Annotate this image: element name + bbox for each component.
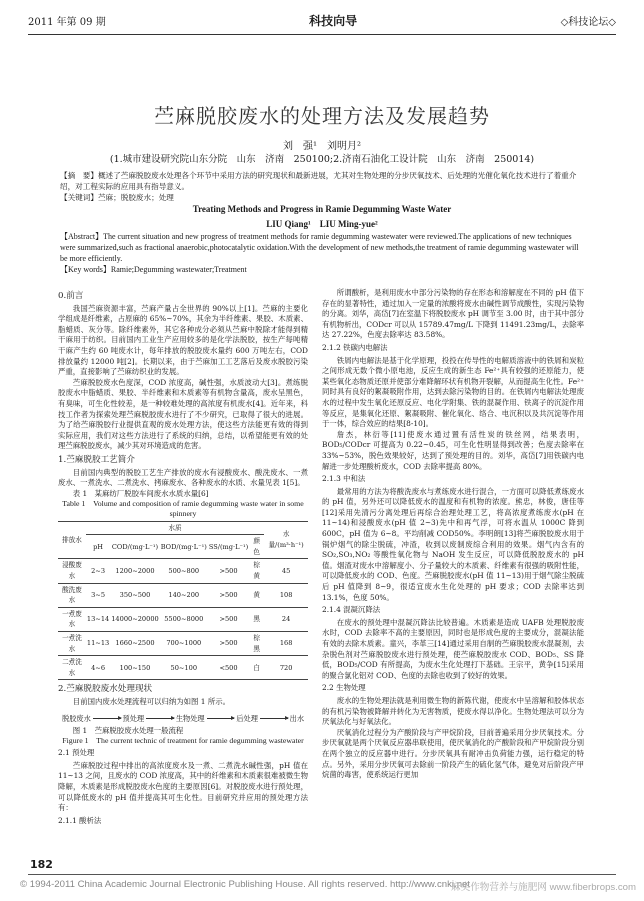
paragraph: 最常用的方法为将酸洗废水与煮练废水进行混合，一方面可以降低煮练废水的 pH 值，另外还可以降低废水的温度和有机物的浓度。熊忠，林俊，唐佳等[12]采用先清污分离处理后再综合治理处理工艺，将高浓度煮练废水(pH 在 11~14)和浸酸废水(pH 值 2~3)先中和再气浮，可将水温从 1000C 降到 600C，pH 值为 6~8。平均削减 COD50%。李明朗[13]将苎麻脱胶废水用于锅炉烟气的除尘脱硫，冲渣，收到以废制废综合利用的效果。烟气内含有的 SO₂,SO₃,NO₂ 等酸性氧化物与 NaOH 发生反应，可以降低脱胶废水的 pH 值。烟渣对废水中溶解度小、分子量较大的木质素、纤维素有很强的吸附性能，可以降低废水的 COD、色度。苎麻脱胶废水(pH 值 11~13)用于烟气除尘脱硫后 pH 值降到 8~9，很适宜废水生化处理的 pH 要求；COD 去除率达到 13.1%，色度 50%。: [322, 486, 584, 602]
table-cell: 14000~20000: [110, 607, 159, 631]
table-header: 颜色: [249, 535, 264, 559]
issue-label: 2011 年第 09 期: [28, 16, 106, 28]
paragraph: 铁屑内电解法是基于化学原理，投投在传导性的电解质溶液中的铁屑和炭粒之间形成无数个微小原电池，反应生成的新生态 Fe²⁺具有较强的还原能力，使某些氧化态物质还原并使部分难降解环状有机物开裂解，从而提高生化性。Fe²⁺同时具有良好的絮凝吸附作用，达到去除污染物的目的。在铁屑内电解法处理废水的过程中发生氧化还原反应、电化学附集、铁的混凝作用、铁离子的沉淀作用等反应，是集氧化还原、絮凝吸附、催化氧化、络合、电沉积以及共沉淀等作用于一体，综合效应的结果[8-10]。: [322, 355, 584, 429]
table-cell: 1200~2000: [110, 559, 159, 583]
right-column: [322, 288, 584, 781]
table-cell: 3~5: [86, 583, 110, 607]
table-header-group: 水质: [86, 521, 264, 535]
table-cell: 黄: [249, 583, 264, 607]
flow-arrow: [260, 718, 288, 719]
table-cell: >500: [208, 583, 249, 607]
figure-caption-en: Figure 1 The current technic of treatment for ramie degumming wastewater: [62, 736, 304, 746]
affiliation: (1.城市建设研究院山东分院 山东 济南 250100;2.济南石油化工设计院 山东 济南 250014): [109, 154, 535, 165]
subsection-heading: 2.2 生物处理: [322, 683, 366, 693]
table-row: [58, 583, 308, 607]
table-cell: 350~500: [110, 583, 159, 607]
keywords-cn: 【关键词】苎麻；脱胶废水；处理: [60, 193, 174, 202]
authors: 刘 强¹ 刘明月²: [282, 141, 362, 152]
flow-step: 预处理: [122, 713, 145, 723]
table-cell: 黑: [249, 607, 264, 631]
paragraph: 目前国内废水处理流程可以归纳为如图 1 所示。: [72, 697, 231, 706]
table-cell: >500: [208, 607, 249, 631]
paragraph: 詹杰，林衍等[11]使废水通过置有活性炭的铁丝网，结果表明，BOD₅/CODcr 可提高为 0.22~0.45，可生化性明显得到改善；色度去除率在 33%~53%，脱色效果较好，达到了预处理的目的。刘华，高岱[7]用铁碳内电解进一步处理酸析废水，COD 去除率提高 80%。: [322, 429, 584, 471]
abstract-cn-text: 【摘 要】概述了苎麻脱胶废水处理各个环节中采用方法的研究现状和最新进展，尤其对生物处理的分步厌氧技术、后处理的光催化氧化技术进行了着重介绍，对工程实际的应用具有指导意义。: [60, 171, 577, 191]
abstract-cn: [60, 170, 584, 203]
subsection-heading: 2.1 预处理: [58, 748, 95, 758]
table-row: [58, 632, 308, 656]
table-cell: 白: [249, 656, 264, 680]
flow-arrow: [207, 718, 235, 719]
english-authors: LIU Qiang¹ LIU Ming-yue²: [266, 219, 378, 229]
table-cell: 168: [264, 632, 308, 656]
table-cell: 5500~8000: [160, 607, 208, 631]
running-header: [28, 8, 616, 32]
page-number: 182: [30, 858, 53, 871]
copyright-footer: © 1994-2011 China Academic Journal Electronic Publishing House. All rights reserved. http://www.cnki.net: [20, 879, 471, 890]
table-caption: 表 1 某麻纺厂脱胶车间废水水质水量[6]: [72, 488, 209, 498]
table-cell: 140~200: [160, 583, 208, 607]
table-cell: 500~800: [160, 559, 208, 583]
table-row: [58, 656, 308, 680]
wastewater-table: [58, 521, 308, 681]
column-label: ◇科技论坛◇: [560, 16, 616, 28]
table-cell: 45: [264, 559, 308, 583]
table-cell: <500: [208, 656, 249, 680]
table-cell: 浸酸废水: [58, 559, 86, 583]
table-header: SS/(mg·L⁻¹): [208, 535, 249, 559]
section-heading: 1.苎麻脱胶工艺简介: [58, 454, 135, 465]
paragraph: 厌氧消化过程分为产酸阶段与产甲烷阶段，目前普遍采用分步厌氧技术。分步厌氧就是两个厌氧反应器串联使用，使厌氧消化的产酸阶段和产甲烷阶段分别在两个独立的反应器中进行。分步厌氧具有耐冲击负荷能力强，运行稳定的特点。另外，采用分步厌氧可去除前一阶段产生的硫化氢气体，避免对后阶段产甲烷菌的毒害，使系统运行更加: [322, 727, 584, 780]
table-cell: >500: [208, 559, 249, 583]
table-cell: 棕黑: [249, 632, 264, 656]
table-cell: 24: [264, 607, 308, 631]
section-heading: 2.苎麻脱胶废水处理现状: [58, 684, 153, 695]
table-header: BOD/(mg·L⁻¹): [160, 535, 208, 559]
table-cell: >500: [208, 632, 249, 656]
flow-step: 生物处理: [175, 713, 205, 723]
table-header: 排放水: [58, 521, 86, 559]
table-cell: 一煮洗水: [58, 632, 86, 656]
table-cell: 二煮洗水: [58, 656, 86, 680]
table-row: [58, 607, 308, 631]
subsection-heading: 2.1.3 中和法: [322, 474, 366, 484]
table-header: pH: [86, 535, 110, 559]
figure-caption: 图 1 苎麻脱胶废水处理一般流程: [72, 726, 184, 736]
left-column: [58, 288, 308, 828]
process-flow: [62, 714, 304, 725]
paragraph: 目前国内典型的脱胶工艺生产排放的废水有浸酸废水、酸洗废水、一煮废水、一煮洗水、二煮洗水、拷麻废水、各种废水的水质、水量见表 1[5]。: [58, 467, 308, 488]
subsection-heading: 2.1.4 混凝沉降法: [322, 605, 381, 615]
abstract-en: [60, 231, 584, 275]
table-cell: 一煮废水: [58, 607, 86, 631]
table-cell: 13~14: [86, 607, 110, 631]
table-cell: 720: [264, 656, 308, 680]
paragraph: 废水的生物处理法就是利用微生物的新陈代谢，使废水中呈溶解和胶体状态的有机污染物被降解并转化为无害物质，使废水得以净化。生物处理法可以分为厌氧法化与好氧法化。: [322, 695, 584, 727]
flow-arrow: [93, 718, 121, 719]
subsection-heading: 2.1.2 铁碳内电解法: [322, 342, 388, 352]
flow-step: 出水: [289, 713, 305, 723]
section-heading: 0.前言: [58, 291, 84, 301]
paragraph: 在废水的预处理中混凝沉降法比较普遍。木质素是造成 UAFB 处理脱胶废水时，COD 去除率不高的主要原因，同时也是形成色度的主要成分，混凝法能有效的去除木质素。童兴，李革三[14]通过采用自制的苎麻脱胶废水混凝剂，去杂脱色剂对苎麻脱胶废水进行预处理，使苎麻脱胶废水 COD、BOD₅、SS 降低，BOD₅/COD 有所提高，为废水生化处理打下基础。王宗平，黄争[15]采用的聚合氯化铝对 COD、色度的去除也收到了较好的效果。: [322, 617, 584, 680]
flow-step: 脱胶废水: [62, 713, 91, 723]
table-cell: 酸洗废水: [58, 583, 86, 607]
paragraph: 苎麻脱胶废水色度深，COD 浓度高，碱性强，水质波动大[3]。煮练脱胶废水中脂蜡质、果胶、半纤维素和木质素等有机物含量高，废水呈黑色，有臭味，可生化性较差，是一种较难处理的高浓度有机废水[4]。近年来，科技工作者为探索处理苎麻脱胶废水进行了不少研究，已取得了很大的进展。为了给苎麻脱胶行业提供直观的废水处理方法，使这些方法能更有效的得到实际应用，我们对这些方法进行了系统的归纳，总结，以希望能更有效的处理苎麻脱胶废水，减少其对环境造成的危害。: [58, 377, 308, 451]
table-cell: 108: [264, 583, 308, 607]
table-cell: 4~6: [86, 656, 110, 680]
table-caption-en: Table 1 Volume and composition of ramie degumming waste water in some spinnery: [62, 498, 304, 518]
flow-step: 后处理: [236, 713, 258, 723]
keywords-en: 【Key words】Ramie;Degumming wastewater;Treatment: [60, 265, 247, 274]
section-label: 科技向导: [309, 13, 358, 28]
abstract-en-text: 【Abstract】The current situation and new progress of treatment methods for ramie degumming wastewater were reviewed.The applications of new techniques were summarized,such as fractional anaerobic,photocatalytic oxidation.With the development of new methods,the treatment of ramie degumming wastewater will be more efficiently.: [60, 232, 579, 263]
table-header: 水量/(m³·h⁻¹): [264, 521, 308, 559]
flow-arrow: [146, 718, 174, 719]
paper-title: 苎麻脱胶废水的处理方法及发展趋势: [154, 104, 490, 128]
paragraph: 所谓酸析，是利用废水中部分污染物的存在形态和溶解度在不同的 pH 值下存在的显著特性，通过加入一定量的浓酸将废水由碱性调节成酸性，实现污染物的分离。刘华，高岱[7]在室温下将脱胶废水 pH 调节至 3.00 时，由于其中部分有机物析出，CODcr 可以从 15789.47mg/L 下降到 11491.23mg/L，去除率达 27.22%，色度去除率达 83.58%。: [322, 288, 584, 340]
paragraph: 我国苎麻资源丰富，苎麻产量占全世界的 90%以上[1]。苎麻的主要化学组成是纤维素，占原麻的 65%~70%，其余为半纤维素、果胶、木质素、脂蜡质、灰分等。除纤维素外，其它各种成分必须从苎麻中脱除才能得到精干麻用于纺织。目前国内工业生产应用较多的是化学法脱胶，按生产每吨精干麻产生约 60 吨废水计，每年排放的脱胶废水量约 600 万吨左右，COD 排放量约 12000 吨[2]。长期以来，由于苎麻加工工艺落后及废水脱胶污染严重，直接影响了苎麻纺织业的发展。: [58, 303, 308, 377]
table-cell: 1660~2500: [110, 632, 159, 656]
header-rule: [28, 34, 616, 35]
subsection-heading: 2.1.1 酸析法: [58, 815, 102, 825]
footer-rule: [28, 874, 616, 875]
table-cell: 2~3: [86, 559, 110, 583]
table-cell: 700~1000: [160, 632, 208, 656]
table-cell: 100~150: [110, 656, 159, 680]
english-title: Treating Methods and Progress in Ramie Degumming Waste Water: [192, 204, 452, 214]
watermark: 麻类作物营养与施肥网 www.fiberbrops.com: [451, 882, 636, 893]
table-cell: 11~13: [86, 632, 110, 656]
table-cell: 50~100: [160, 656, 208, 680]
paragraph: 苎麻脱胶过程中排出的高浓度废水及一煮、二煮洗水碱性强，pH 值在 11~13 之间，且废水的 COD 浓度高，其中的纤维素和木质素很难被微生物降解，木质素是形成脱胶废水色度的主要原因[6]。对脱胶废水进行预处理，可以降低废水的 pH 值并提高其可生化性。目前研究并应用的预处理方法有：: [58, 760, 308, 813]
table-cell: 棕黄: [249, 559, 264, 583]
table-row: [58, 559, 308, 583]
table-header: COD/(mg·L⁻¹): [110, 535, 159, 559]
